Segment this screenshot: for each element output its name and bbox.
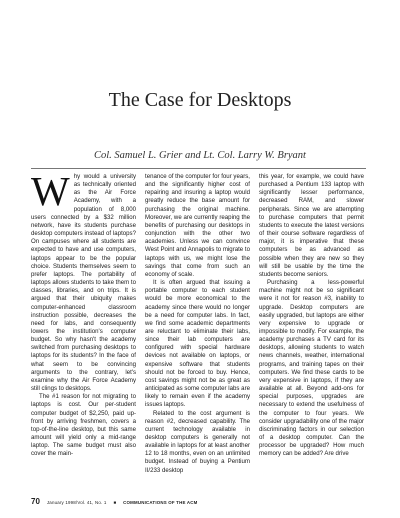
title-divider bbox=[31, 168, 366, 169]
paragraph bbox=[31, 168, 137, 393]
journal-name: COMMUNICATIONS OF THE ACM bbox=[123, 500, 198, 505]
paragraph: Related to the cost argument is reason #2, decreased capability. The current technology available in desktop computers is generally not available in laptops for at least another 12 to 18 months, even on an unlimited budget. Instead of buying a Pentium II/233 desktop bbox=[145, 409, 250, 474]
page-number: 70 bbox=[31, 497, 40, 506]
article-title: The Case for Desktops bbox=[108, 89, 292, 111]
paragraph-text: hy would a university as technically oriented as the Air Force Academy, with a population of 8,000 users connected by a $32 million network, have its students purchase desktop computers instead of laptops? On campuses where all students are expected to have and use computers, laptops appear to be the popular choice. Students themselves seem to prefer laptops. The portability of laptops allows students to take them to classes, libraries, and on trips. It is argued that their ubiquity makes computer-enhanced classroom instruction possible, decreases the need for labs, and consequently lowers the institution's computer budget. So why hasn't the academy switched from purchasing desktops to laptops for its students? In the face of what seem to be convincing arguments to the contrary, let's examine why the Air Force Academy still clings to desktops. bbox=[31, 173, 137, 393]
paragraph: It is often argued that issuing a portable computer to each student would be more economical to the academy since there would no longer be a need for computer labs. In fact, we find some academic departments are reluctant to eliminate their labs, since their lab computers are configured with special hardware devices not available on laptops, or expensive software that students should not be forced to buy. Hence, cost savings might not be as great as anticipated as some computer labs are likely to remain even if the academy issues laptops. bbox=[145, 279, 250, 409]
body-column-2 bbox=[145, 173, 250, 475]
page-footer bbox=[31, 497, 366, 509]
body-column-3 bbox=[259, 173, 364, 458]
article-authors: Col. Samuel L. Grier and Lt. Col. Larry W. Bryant bbox=[94, 150, 306, 161]
paragraph: Purchasing a less-powerful machine might not be so significant were it not for reason #3, inability to upgrade. Desktop computers are easily upgraded, but laptops are either very expensive to upgrade or impossible to modify. For example, the academy purchases a TV card for its desktops, allowing students to watch news channels, weather, international programs, and training tapes on their computers. We find these cards to be very expensive in laptops, if they are available at all. Beyond add-ons for special purposes, upgrades are necessary to extend the usefulness of the computer to four years. We consider upgradability one of the major discriminating factors in our selection of a desktop computer. Can the processor be upgraded? How much memory can be added? Are drive bbox=[259, 279, 365, 458]
paragraph: tenance of the computer for four years, and the significantly higher cost of repairing and insuring a laptop would greatly reduce the base amount for purchasing the original machine. Moreover, we are currently reaping the benefits of purchasing our desktops in conjunction with the other two academies. Unless we can convince West Point and Annapolis to migrate to laptops with us, we might lose the savings that come from such an economy of scale. bbox=[145, 173, 251, 278]
body-column-1 bbox=[31, 168, 137, 458]
drop-cap: W bbox=[31, 168, 70, 214]
issue-info: January 1998/Vol. 41, No. 1 bbox=[46, 500, 107, 505]
separator-icon: ■ bbox=[113, 500, 117, 505]
paragraph: this year, for example, we could have purchased a Pentium 133 laptop with significantly lesser performance, decreased RAM, and slower peripherals. Since we are attempting to purchase computers that permit students to execute the latest versions of their course software regardless of major, it is imperative that these computers be as advanced as possible when they are new so they will still be usable by the time the students become seniors. bbox=[259, 173, 364, 278]
paragraph: The #1 reason for not migrating to laptops is cost. Our per-student computer budget of $2,250, paid up-front by arriving freshmen, covers a top-of-the-line desktop, but this same amount will yield only a mid-range laptop. The same budget must also cover the main- bbox=[31, 393, 136, 458]
